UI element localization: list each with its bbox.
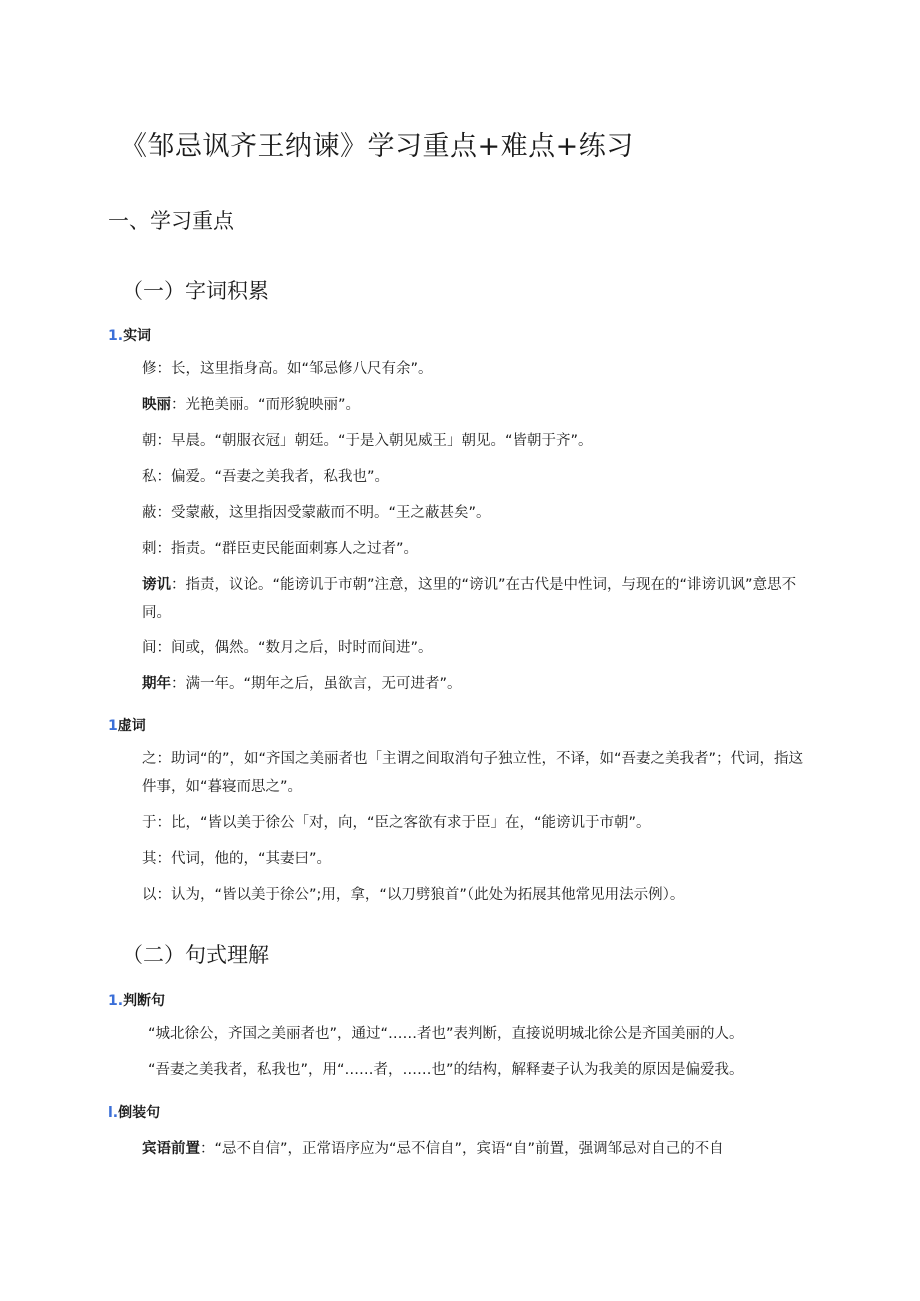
heading-text: 实词 [123, 328, 152, 344]
heading-function-words [108, 715, 146, 735]
vocab-term: 刺 [142, 541, 157, 557]
judgment-example: “吾妻之美我者，私我也”，用“……者，……也”的结构，解释妻子认为我美的原因是偏爱我。 [148, 1062, 744, 1078]
inverted-term: 宾语前置 [142, 1141, 200, 1157]
vocab-term: 私 [142, 469, 157, 485]
vocab-term: 修 [142, 361, 157, 377]
subsection-heading-sentence-patterns: （二）句式理解 [122, 943, 269, 967]
section-heading-key-points: 一、学习重点 [108, 209, 234, 233]
vocab-definition: ：长，这里指身高。如“邹忌修八尺有余”。 [156, 361, 433, 377]
judgment-example: “城北徐公，齐国之美丽者也”，通过“……者也”表判断，直接说明城北徐公是齐国美丽的人。 [148, 1026, 744, 1042]
vocab-definition: ：早晨。“朝服衣冠」朝廷。“于是入朝见威王」朝见。“皆朝于齐”。 [156, 433, 593, 449]
heading-text: 虚词 [117, 718, 146, 734]
heading-inverted-sentences [108, 1102, 160, 1122]
heading-text: 判断句 [123, 993, 166, 1009]
heading-number: l. [108, 1105, 119, 1121]
vocab-item [142, 427, 593, 455]
vocab-item [142, 670, 462, 698]
vocab-item [142, 355, 433, 383]
function-word-term: 于 [142, 815, 157, 831]
heading-text: 倒装句 [118, 1105, 161, 1121]
function-word-definition: ：助词“的”，如“齐国之美丽者也「主谓之间取消句子独立性，不译，如“吾妻之美我者”；代词，指这件事，如“暮寝而思之”。 [142, 751, 804, 795]
vocab-term: 蔽 [142, 505, 157, 521]
vocab-item [142, 499, 491, 527]
vocab-item [142, 634, 433, 662]
heading-judgment-sentences [108, 990, 165, 1010]
function-word-item [142, 809, 651, 837]
inverted-explanation: ：“忌不自信”，正常语序应为“忌不信自”，宾语“自”前置，强调邹忌对自己的不自 [200, 1141, 724, 1157]
vocab-item [142, 391, 360, 419]
heading-number: 1 [108, 718, 118, 734]
document-title: 《邹忌讽齐王纳谏》学习重点+难点+练习 [120, 131, 634, 162]
function-word-term: 以 [142, 887, 157, 903]
vocab-definition: ：受蒙蔽，这里指因受蒙蔽而不明。“王之蔽甚矣”。 [156, 505, 491, 521]
function-word-item [142, 845, 331, 873]
vocab-definition: ：偏爱。“吾妻之美我者，私我也”。 [156, 469, 390, 485]
vocab-definition: ：指责。“群臣吏民能面刺寡人之过者”。 [156, 541, 419, 557]
subsection-heading-vocabulary: （一）字词积累 [122, 279, 269, 303]
vocab-definition: ：光艳美丽。“而形貌映丽”。 [171, 397, 361, 413]
function-word-definition: ：认为，“皆以美于徐公”;用，拿，“以刀劈狼首”（此处为拓展其他常见用法示例）。 [156, 887, 685, 903]
vocab-term: 期年 [142, 676, 171, 692]
function-word-term: 其 [142, 851, 157, 867]
function-word-term: 之 [142, 751, 157, 767]
vocab-definition: ：满一年。“期年之后，虽欲言，无可进者”。 [171, 676, 462, 692]
function-word-item [142, 745, 812, 801]
vocab-definition: ：间或，偶然。“数月之后，时时而间进”。 [156, 640, 433, 656]
vocab-item [142, 571, 812, 627]
function-word-item [142, 881, 684, 909]
vocab-item [142, 535, 418, 563]
inverted-example [142, 1135, 724, 1163]
vocab-item [142, 463, 389, 491]
vocab-term: 间 [142, 640, 157, 656]
heading-number: 1. [108, 993, 124, 1009]
heading-number: 1. [108, 328, 124, 344]
function-word-definition: ：比，“皆以美于徐公「对，向，“臣之客欲有求于臣」在，“能谤讥于市朝”。 [156, 815, 651, 831]
heading-content-words [108, 325, 151, 345]
function-word-definition: ：代词，他的，“其妻曰”。 [156, 851, 332, 867]
vocab-definition: ：指责，议论。“能谤讥于市朝”注意，这里的“谤讥”在古代是中性词，与现在的“诽谤讥讽”意思不同。 [142, 577, 797, 621]
vocab-term: 朝 [142, 433, 157, 449]
vocab-term: 谤讥 [142, 577, 171, 593]
vocab-term: 映丽 [142, 397, 171, 413]
